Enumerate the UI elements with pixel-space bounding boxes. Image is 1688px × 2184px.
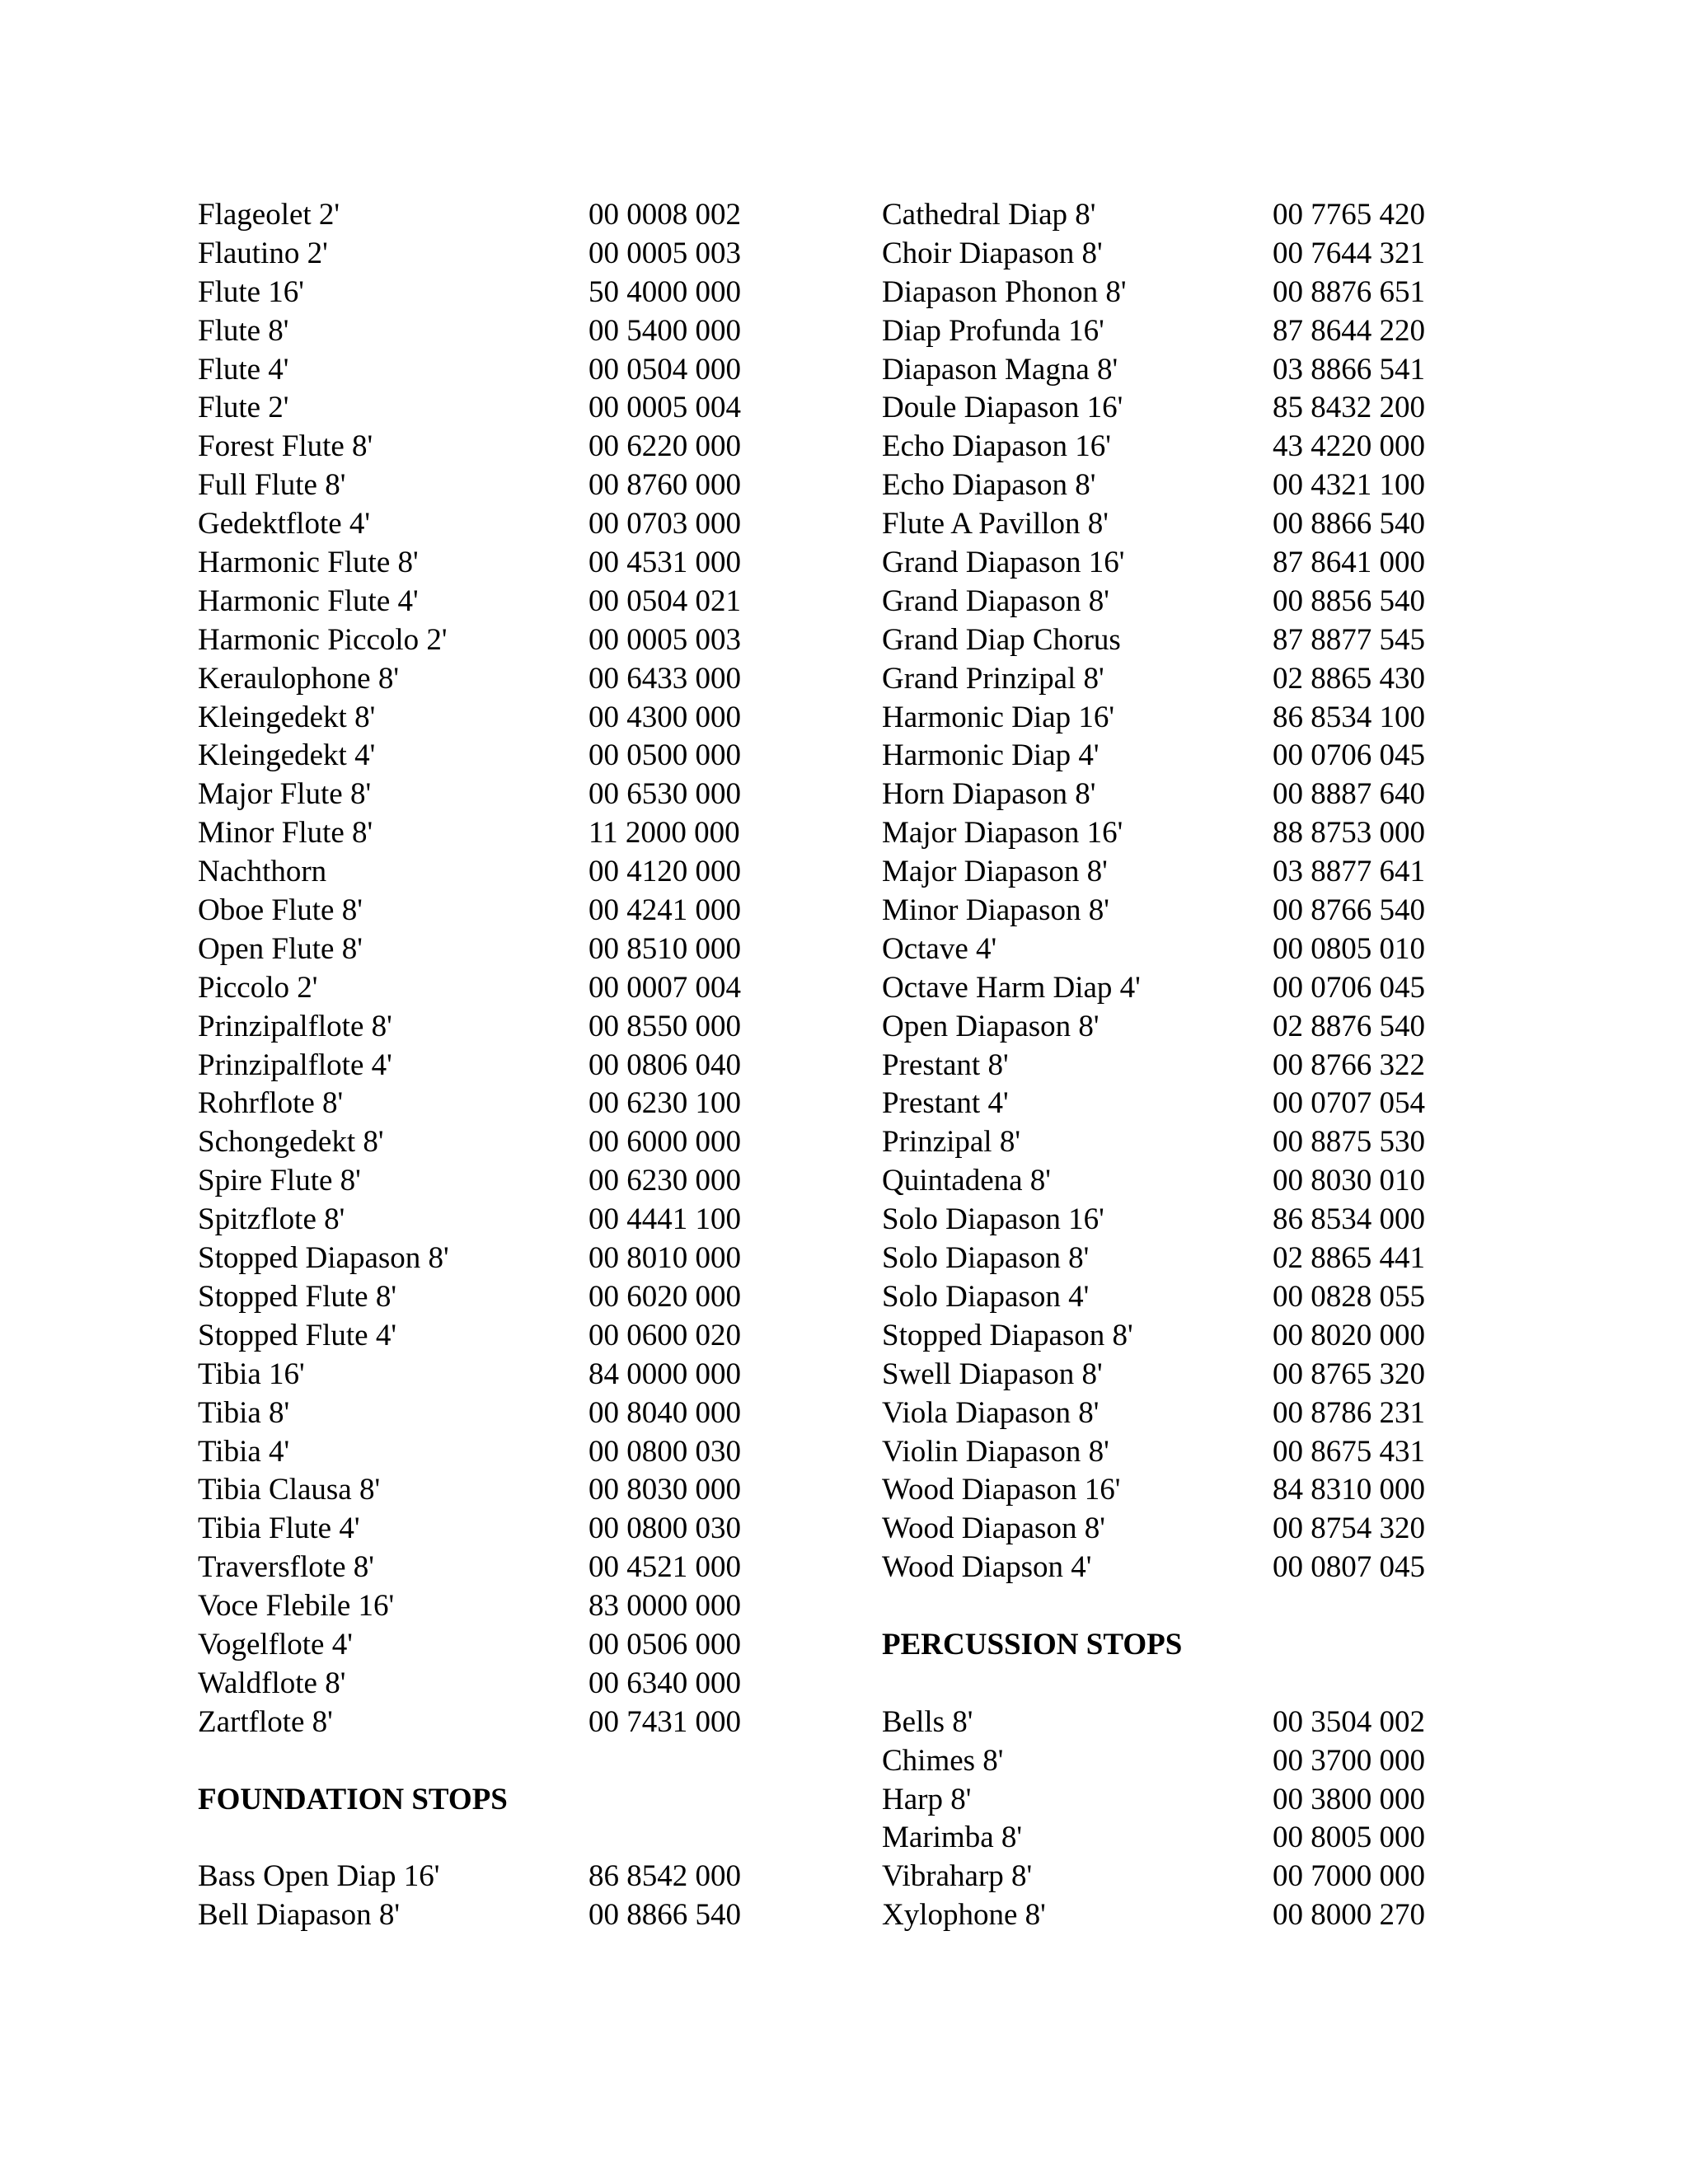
stop-code: 00 8765 320: [1273, 1357, 1425, 1391]
stop-row: [882, 1085, 1475, 1123]
stop-row: [882, 1742, 1475, 1781]
stop-code: 00 8020 000: [1273, 1318, 1425, 1352]
stop-row: [198, 1433, 791, 1472]
stop-row: [882, 814, 1475, 853]
stop-row: [882, 1433, 1475, 1472]
stop-name: Grand Diapason 16': [882, 546, 1125, 580]
stop-name: Flageolet 2': [198, 198, 340, 232]
stop-code: 00 8875 530: [1273, 1125, 1425, 1160]
stop-row: [198, 1085, 791, 1123]
percussion-stops-heading: PERCUSSION STOPS: [882, 1627, 1183, 1661]
stop-code: 00 0706 045: [1273, 970, 1425, 1005]
stop-code: 86 8534 100: [1273, 700, 1425, 734]
stop-row: [198, 1123, 791, 1162]
stop-row: [198, 1008, 791, 1047]
stop-name: Cathedral Diap 8': [882, 198, 1096, 232]
stop-row: [198, 196, 791, 235]
stop-name: Harp 8': [882, 1782, 972, 1816]
stop-row: [198, 312, 791, 351]
percussion-stops-list: [882, 1704, 1475, 1935]
stop-row: [882, 1162, 1475, 1201]
stop-row: [882, 235, 1475, 274]
stop-name: Prinzipal 8': [882, 1125, 1020, 1160]
stop-name: Stopped Diapason 8': [882, 1318, 1133, 1352]
stop-row: [198, 1201, 791, 1240]
stop-code: 00 8760 000: [588, 468, 741, 503]
stop-row: [882, 1471, 1475, 1510]
stop-code: 00 7765 420: [1273, 198, 1425, 232]
stop-code: 00 8866 540: [588, 1898, 741, 1933]
stop-name: Prestant 4': [882, 1086, 1009, 1121]
stop-code: 00 6530 000: [588, 777, 741, 812]
stop-name: Stopped Diapason 8': [198, 1241, 449, 1276]
foundation-stops-heading: FOUNDATION STOPS: [198, 1782, 508, 1816]
stop-code: 00 5400 000: [588, 313, 741, 348]
stop-code: 86 8534 000: [1273, 1202, 1425, 1237]
stop-name: Stopped Flute 8': [198, 1279, 397, 1314]
stop-name: Nachthorn: [198, 855, 327, 889]
stop-name: Grand Prinzipal 8': [882, 661, 1104, 696]
stop-row: [198, 814, 791, 853]
stop-name: Spire Flute 8': [198, 1164, 361, 1198]
stop-code: 00 6220 000: [588, 429, 741, 464]
stop-code: 00 8040 000: [588, 1395, 741, 1430]
flute-stops-list: [198, 196, 791, 1742]
stop-code: 00 7644 321: [1273, 236, 1425, 270]
stop-row: [198, 660, 791, 699]
stop-code: 02 8865 430: [1273, 661, 1425, 696]
stop-name: Grand Diap Chorus: [882, 622, 1121, 657]
stop-row: [198, 389, 791, 428]
stop-code: 02 8876 540: [1273, 1009, 1425, 1043]
stop-code: 00 8010 000: [588, 1241, 741, 1276]
stop-row: [882, 1549, 1475, 1587]
stop-name: Octave Harm Diap 4': [882, 970, 1141, 1005]
stop-row: [198, 1549, 791, 1587]
stop-name: Schongedekt 8': [198, 1125, 384, 1160]
stop-name: Viola Diapason 8': [882, 1395, 1100, 1430]
stop-row: [882, 892, 1475, 930]
stop-name: Oboe Flute 8': [198, 893, 363, 928]
stop-row: [882, 1356, 1475, 1394]
stop-name: Kleingedekt 4': [198, 738, 376, 773]
stop-row: [882, 1240, 1475, 1278]
stop-name: Spitzflote 8': [198, 1202, 345, 1237]
stop-name: Quintadena 8': [882, 1164, 1051, 1198]
stop-name: Xylophone 8': [882, 1898, 1046, 1933]
stop-code: 00 8000 270: [1273, 1898, 1425, 1933]
stop-code: 87 8641 000: [1273, 546, 1425, 580]
stop-code: 00 0500 000: [588, 738, 741, 773]
stop-row: [198, 583, 791, 621]
stop-row: [882, 1394, 1475, 1433]
stop-code: 00 6433 000: [588, 661, 741, 696]
stop-name: Traversflote 8': [198, 1550, 374, 1585]
stop-code: 00 6230 000: [588, 1164, 741, 1198]
stop-row: [882, 1896, 1475, 1935]
stop-name: Echo Diapason 16': [882, 429, 1111, 464]
stop-code: 00 4120 000: [588, 855, 741, 889]
stop-row: [882, 969, 1475, 1008]
stop-row: [198, 699, 791, 738]
stop-row: [198, 1471, 791, 1510]
stop-name: Tibia Flute 4': [198, 1511, 360, 1546]
section-spacer: [882, 1587, 1475, 1626]
stop-row: [882, 1047, 1475, 1085]
stop-code: 00 8866 540: [1273, 507, 1425, 541]
stop-name: Major Diapason 16': [882, 816, 1123, 851]
stop-code: 00 0807 045: [1273, 1550, 1425, 1585]
stop-code: 00 4521 000: [588, 1550, 741, 1585]
stop-row: [882, 1317, 1475, 1356]
stop-row: [198, 1510, 791, 1549]
stop-name: Octave 4': [882, 931, 997, 966]
stop-code: 00 4321 100: [1273, 468, 1425, 503]
stop-code: 84 8310 000: [1273, 1473, 1425, 1507]
stop-name: Doule Diapason 16': [882, 391, 1123, 425]
stop-name: Solo Diapason 16': [882, 1202, 1104, 1237]
stop-code: 87 8877 545: [1273, 622, 1425, 657]
stop-row: [198, 1665, 791, 1704]
stop-code: 00 8030 010: [1273, 1164, 1425, 1198]
stop-code: 00 0504 021: [588, 583, 741, 618]
stop-name: Solo Diapason 4': [882, 1279, 1090, 1314]
stop-code: 00 8550 000: [588, 1009, 741, 1043]
stop-code: 00 0600 020: [588, 1318, 741, 1352]
stop-name: Waldflote 8': [198, 1666, 346, 1700]
stop-code: 00 0800 030: [588, 1511, 741, 1546]
section-spacer: [198, 1819, 791, 1858]
stop-code: 00 8786 231: [1273, 1395, 1425, 1430]
left-column: [198, 196, 791, 1935]
stop-row: [882, 505, 1475, 544]
stop-code: 00 6000 000: [588, 1125, 741, 1160]
stop-name: Vogelflote 4': [198, 1627, 353, 1661]
stop-name: Tibia Clausa 8': [198, 1473, 381, 1507]
stop-row: [882, 583, 1475, 621]
stop-code: 00 3800 000: [1273, 1782, 1425, 1816]
stop-code: 00 0506 000: [588, 1627, 741, 1661]
stop-row: [882, 1819, 1475, 1858]
stop-name: Harmonic Diap 16': [882, 700, 1115, 734]
stop-code: 86 8542 000: [588, 1859, 741, 1894]
stop-row: [198, 1896, 791, 1935]
stop-name: Violin Diapason 8': [882, 1434, 1109, 1469]
stop-name: Major Flute 8': [198, 777, 372, 812]
stop-row: [198, 1356, 791, 1394]
stop-code: 00 0005 004: [588, 391, 741, 425]
stop-row: [198, 466, 791, 505]
stop-row: [882, 1278, 1475, 1317]
stop-name: Bells 8': [882, 1704, 973, 1739]
stop-name: Harmonic Piccolo 2': [198, 622, 448, 657]
stop-code: 87 8644 220: [1273, 313, 1425, 348]
stop-name: Flute A Pavillon 8': [882, 507, 1109, 541]
stop-name: Grand Diapason 8': [882, 583, 1109, 618]
stop-row: [882, 1510, 1475, 1549]
stop-name: Bass Open Diap 16': [198, 1859, 440, 1894]
stop-code: 00 0703 000: [588, 507, 741, 541]
stop-code: 00 4241 000: [588, 893, 741, 928]
stop-name: Piccolo 2': [198, 970, 318, 1005]
stop-name: Wood Diapason 8': [882, 1511, 1105, 1546]
stop-row: [882, 351, 1475, 390]
stop-name: Harmonic Flute 4': [198, 583, 419, 618]
stop-code: 00 6340 000: [588, 1666, 741, 1700]
stop-code: 03 8866 541: [1273, 352, 1425, 387]
foundation-stops-list-right: [882, 196, 1475, 1587]
stop-row: [198, 853, 791, 892]
stop-name: Minor Diapason 8': [882, 893, 1109, 928]
stop-row: [198, 1587, 791, 1626]
stop-name: Horn Diapason 8': [882, 777, 1096, 812]
stop-name: Zartflote 8': [198, 1704, 333, 1739]
stop-name: Tibia 8': [198, 1395, 290, 1430]
stop-name: Vibraharp 8': [882, 1859, 1033, 1894]
stop-code: 00 8766 322: [1273, 1047, 1425, 1082]
stop-row: [882, 1008, 1475, 1047]
section-spacer: [198, 1742, 791, 1781]
section-spacer: [882, 1665, 1475, 1704]
stop-code: 00 8887 640: [1273, 777, 1425, 812]
stop-code: 00 0805 010: [1273, 931, 1425, 966]
stop-row: [198, 1704, 791, 1742]
stop-name: Open Flute 8': [198, 931, 363, 966]
stop-row: [198, 1240, 791, 1278]
stop-name: Solo Diapason 8': [882, 1241, 1090, 1276]
stop-name: Major Diapason 8': [882, 855, 1108, 889]
stop-code: 00 7431 000: [588, 1704, 741, 1739]
stop-row: [198, 544, 791, 583]
stop-code: 00 8675 431: [1273, 1434, 1425, 1469]
stop-name: Prinzipalflote 4': [198, 1047, 392, 1082]
stop-code: 00 8876 651: [1273, 274, 1425, 309]
stop-row: [882, 930, 1475, 969]
stop-code: 00 0504 000: [588, 352, 741, 387]
stop-code: 00 8754 320: [1273, 1511, 1425, 1546]
stop-row: [882, 621, 1475, 660]
stop-name: Choir Diapason 8': [882, 236, 1103, 270]
stop-code: 11 2000 000: [588, 816, 740, 851]
stop-row: [198, 930, 791, 969]
stop-code: 00 8766 540: [1273, 893, 1425, 928]
stop-name: Flute 4': [198, 352, 289, 387]
stop-name: Tibia 16': [198, 1357, 305, 1391]
stop-row: [882, 1858, 1475, 1896]
stop-name: Open Diapason 8': [882, 1009, 1100, 1043]
stop-code: 00 8856 540: [1273, 583, 1425, 618]
stop-row: [882, 1704, 1475, 1742]
foundation-stops-list-left: [198, 1858, 791, 1935]
stop-code: 00 4300 000: [588, 700, 741, 734]
stop-row: [198, 428, 791, 466]
stop-code: 00 0706 045: [1273, 738, 1425, 773]
stop-name: Echo Diapason 8': [882, 468, 1096, 503]
stop-name: Flute 2': [198, 391, 289, 425]
stop-name: Flautino 2': [198, 236, 328, 270]
stop-name: Wood Diapason 16': [882, 1473, 1121, 1507]
stop-code: 00 0806 040: [588, 1047, 741, 1082]
stop-row: [198, 1278, 791, 1317]
stop-name: Harmonic Diap 4': [882, 738, 1100, 773]
stop-name: Swell Diapason 8': [882, 1357, 1103, 1391]
stop-row: [882, 1781, 1475, 1820]
stop-row: [198, 1047, 791, 1085]
stop-code: 00 0005 003: [588, 622, 741, 657]
stop-code: 00 0800 030: [588, 1434, 741, 1469]
stop-name: Marimba 8': [882, 1821, 1023, 1855]
stop-code: 00 8005 000: [1273, 1821, 1425, 1855]
stop-row: [882, 1123, 1475, 1162]
stop-row: [882, 699, 1475, 738]
stop-name: Kleingedekt 8': [198, 700, 376, 734]
stop-code: 00 8030 000: [588, 1473, 741, 1507]
stop-row: [882, 466, 1475, 505]
stop-code: 00 3700 000: [1273, 1743, 1425, 1778]
stop-code: 50 4000 000: [588, 274, 741, 309]
stop-name: Full Flute 8': [198, 468, 346, 503]
stop-code: 84 0000 000: [588, 1357, 741, 1391]
stop-name: Bell Diapason 8': [198, 1898, 401, 1933]
stop-code: 00 3504 002: [1273, 1704, 1425, 1739]
stop-name: Prestant 8': [882, 1047, 1009, 1082]
stop-code: 00 0008 002: [588, 198, 741, 232]
stop-code: 00 4531 000: [588, 546, 741, 580]
stop-row: [198, 1858, 791, 1896]
stop-row: [198, 737, 791, 776]
stop-name: Stopped Flute 4': [198, 1318, 397, 1352]
stop-row: [198, 351, 791, 390]
stop-code: 00 0707 054: [1273, 1086, 1425, 1121]
stop-name: Harmonic Flute 8': [198, 546, 419, 580]
stop-code: 00 6230 100: [588, 1086, 741, 1121]
stop-row: [198, 1626, 791, 1665]
stop-row: [882, 196, 1475, 235]
stop-name: Chimes 8': [882, 1743, 1004, 1778]
stop-code: 02 8865 441: [1273, 1241, 1425, 1276]
right-column: [882, 196, 1475, 1935]
stop-row: [882, 737, 1475, 776]
stop-row: [198, 1317, 791, 1356]
stop-name: Forest Flute 8': [198, 429, 373, 464]
stop-row: [198, 1394, 791, 1433]
stop-name: Flute 16': [198, 274, 304, 309]
stop-code: 88 8753 000: [1273, 816, 1425, 851]
stop-name: Diapason Magna 8': [882, 352, 1118, 387]
stop-code: 43 4220 000: [1273, 429, 1425, 464]
stop-row: [882, 312, 1475, 351]
stop-name: Prinzipalflote 8': [198, 1009, 392, 1043]
stop-name: Diapason Phonon 8': [882, 274, 1127, 309]
stop-code: 00 4441 100: [588, 1202, 741, 1237]
stop-name: Gedektflote 4': [198, 507, 371, 541]
stop-row: [882, 274, 1475, 312]
stop-row: [882, 428, 1475, 466]
stop-name: Minor Flute 8': [198, 816, 373, 851]
stop-row: [198, 621, 791, 660]
stop-code: 00 0007 004: [588, 970, 741, 1005]
stop-code: 83 0000 000: [588, 1589, 741, 1624]
stop-code: 00 6020 000: [588, 1279, 741, 1314]
stop-row: [198, 969, 791, 1008]
stop-name: Diap Profunda 16': [882, 313, 1104, 348]
stop-code: 00 7000 000: [1273, 1859, 1425, 1894]
stop-name: Tibia 4': [198, 1434, 290, 1469]
stop-row: [198, 235, 791, 274]
stop-row: [882, 389, 1475, 428]
stop-row: [882, 776, 1475, 814]
stop-code: 85 8432 200: [1273, 391, 1425, 425]
stop-name: Rohrflote 8': [198, 1086, 344, 1121]
stop-row: [882, 1201, 1475, 1240]
stop-name: Flute 8': [198, 313, 289, 348]
stop-name: Voce Flebile 16': [198, 1589, 395, 1624]
stop-row: [882, 853, 1475, 892]
stop-row: [198, 274, 791, 312]
stop-row: [882, 544, 1475, 583]
stop-code: 00 8510 000: [588, 931, 741, 966]
stop-name: Keraulophone 8': [198, 661, 400, 696]
stop-code: 00 0828 055: [1273, 1279, 1425, 1314]
stop-row: [198, 505, 791, 544]
stop-row: [198, 892, 791, 930]
stop-code: 00 0005 003: [588, 236, 741, 270]
stop-row: [198, 1162, 791, 1201]
stop-row: [198, 776, 791, 814]
stop-code: 03 8877 641: [1273, 855, 1425, 889]
stop-row: [882, 660, 1475, 699]
stop-name: Wood Diapson 4': [882, 1550, 1092, 1585]
